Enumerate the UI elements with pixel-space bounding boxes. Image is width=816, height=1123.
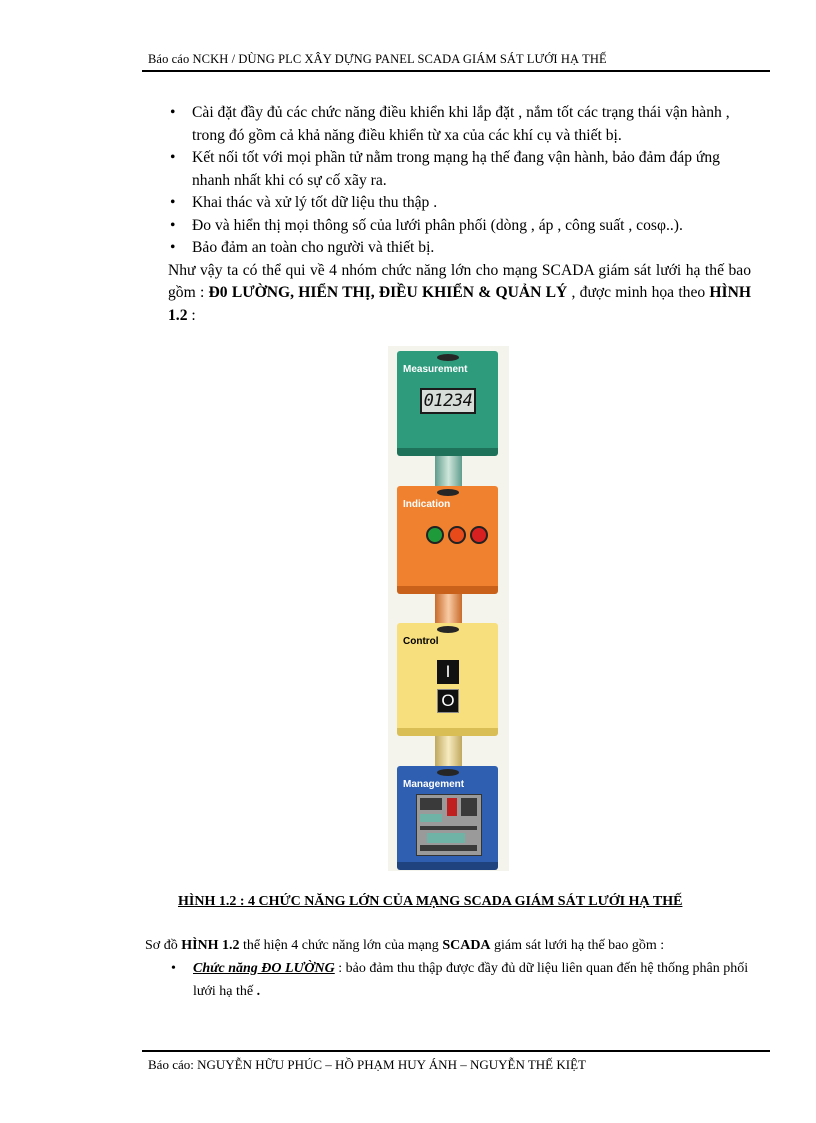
bullet-icon: • xyxy=(170,194,176,211)
management-block xyxy=(397,766,498,870)
orange-lamp-icon xyxy=(448,526,466,544)
lcd-display: 01234 xyxy=(420,388,476,414)
main-content xyxy=(168,102,751,327)
bullet-icon: • xyxy=(170,239,176,256)
indication-block xyxy=(397,486,498,594)
scada-functions-figure xyxy=(388,346,509,871)
function-term: Chức năng ĐO LƯỜNG xyxy=(193,961,335,976)
block-top-ellipse xyxy=(437,769,459,776)
green-lamp-icon xyxy=(426,526,444,544)
list-item: • Chức năng ĐO LƯỜNG : bảo đảm thu thập được đầy đủ dữ liệu liên quan đến hệ thống phân phối lưới hạ thế . xyxy=(145,957,755,1003)
page-footer: Báo cáo: NGUYỄN HỮU PHÚC – HỒ PHẠM HUY ÁNH – NGUYỄN THẾ KIỆT xyxy=(148,1057,586,1072)
description-line: Sơ đồ HÌNH 1.2 thể hiện 4 chức năng lớn của mạng SCADA giám sát lưới hạ thế bao gồm : xyxy=(145,938,665,953)
list-item: • Cài đặt đầy đủ các chức năng điều khiển khi lắp đặt , nắm tốt các trạng thái vận hành , trong đó gồm cả khả năng điều khiển từ xa của các khí cụ và thiết bị. xyxy=(170,104,730,144)
bullet-icon: • xyxy=(170,104,176,121)
connector-pipe xyxy=(435,736,462,766)
figure-reference: HÌNH 1.2 xyxy=(168,284,752,324)
figure-caption: HÌNH 1.2 : 4 CHỨC NĂNG LỚN CỦA MẠNG SCADA GIÁM SÁT LƯỚI HẠ THẾ xyxy=(178,894,683,909)
requirements-list xyxy=(168,102,751,260)
figure-description xyxy=(145,934,755,1003)
footer-rule xyxy=(142,1050,770,1052)
bullet-icon: • xyxy=(171,961,176,976)
block-top-ellipse xyxy=(437,354,459,361)
header-rule xyxy=(142,70,770,72)
control-panel-icon xyxy=(416,794,482,856)
management-label: Management xyxy=(403,779,465,790)
red-lamp-icon xyxy=(470,526,488,544)
summary-paragraph: Như vậy ta có thể qui về 4 nhóm chức năng lớn cho mạng SCADA giám sát lưới hạ thế bao gồm : Đ0 LƯỜNG, HIỂN THỊ, ĐIỀU KHIỂN & QUẢN LÝ , được minh họa theo HÌNH 1.2 : xyxy=(168,261,752,324)
bullet-icon: • xyxy=(170,149,176,166)
indication-label: Indication xyxy=(403,499,451,510)
control-block xyxy=(397,623,498,736)
list-item: • Khai thác và xử lý tốt dữ liệu thu thập . xyxy=(168,192,751,215)
switch-off-icon: O xyxy=(437,689,459,713)
list-item: • Kết nối tốt với mọi phần tử nằm trong mạng hạ thế đang vận hành, bảo đảm đáp ứng nhanh nhất khi có sự cố xãy ra. xyxy=(170,149,720,189)
list-item: • Bảo đảm an toàn cho người và thiết bị. xyxy=(168,237,751,260)
list-item: • Đo và hiển thị mọi thông số của lưới phân phối (dòng , áp , công suất , cosφ..). xyxy=(168,215,751,238)
connector-pipe xyxy=(435,594,462,623)
switch-on-icon: I xyxy=(437,660,459,684)
measurement-label: Measurement xyxy=(403,364,468,375)
measurement-block xyxy=(397,351,498,456)
control-label: Control xyxy=(403,636,439,647)
block-top-ellipse xyxy=(437,626,459,633)
bullet-icon: • xyxy=(170,216,176,234)
page-header: Báo cáo NCKH / DÙNG PLC XÂY DỰNG PANEL SCADA GIÁM SÁT LƯỚI HẠ THẾ xyxy=(148,52,607,66)
connector-pipe xyxy=(435,456,462,486)
block-top-ellipse xyxy=(437,489,459,496)
functions-emphasis: Đ0 LƯỜNG, HIỂN THỊ, ĐIỀU KHIỂN & QUẢN LÝ xyxy=(208,284,568,301)
